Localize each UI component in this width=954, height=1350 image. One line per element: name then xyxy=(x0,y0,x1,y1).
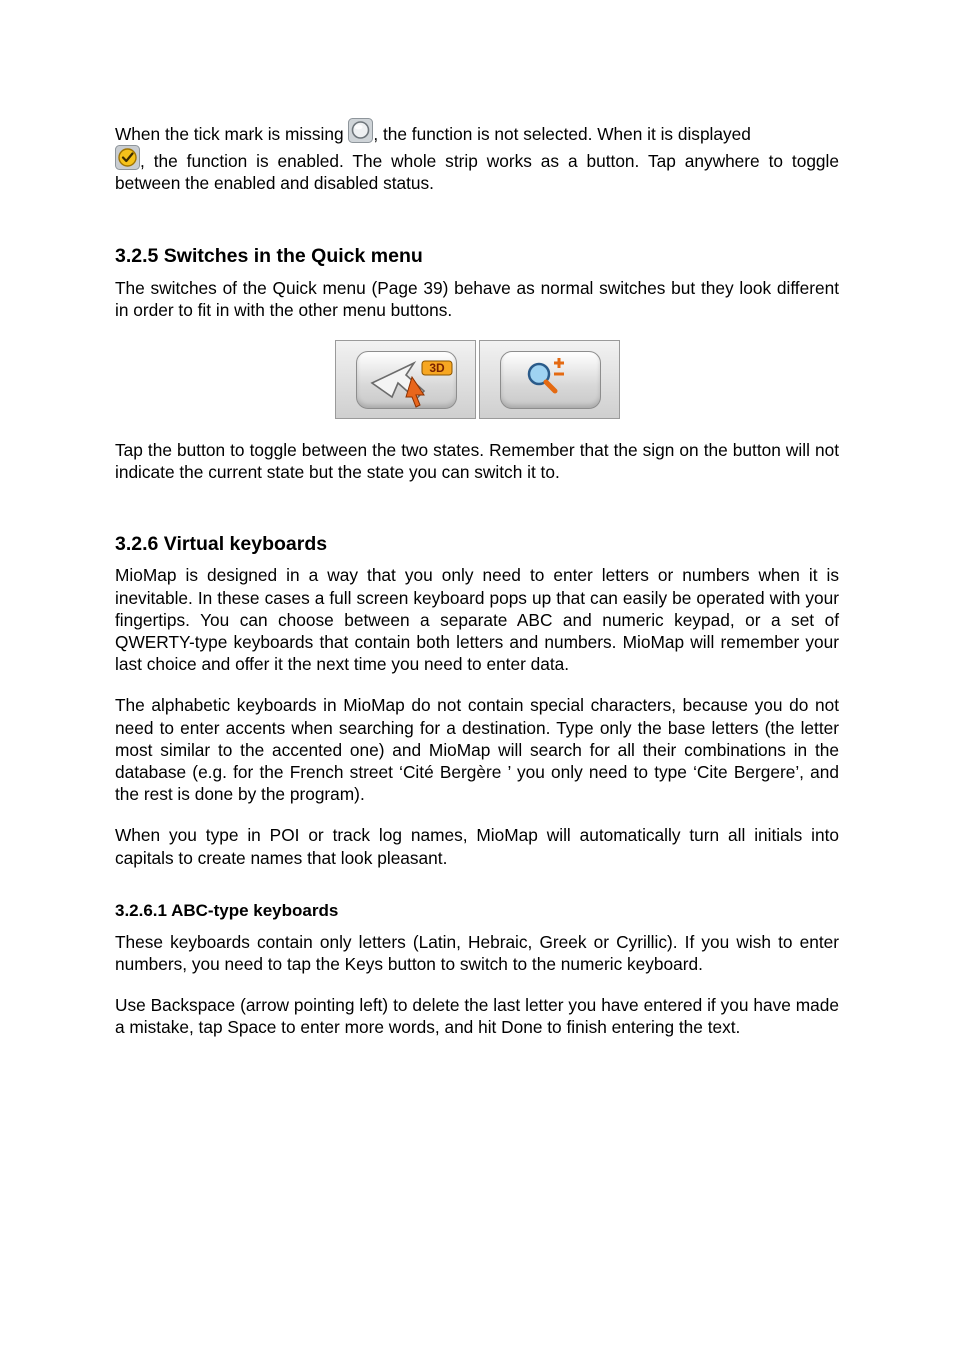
zoom-switch-button[interactable] xyxy=(479,340,620,419)
section-heading-3-2-6: 3.2.6 Virtual keyboards xyxy=(115,533,328,556)
abc-paragraph-1: These keyboards contain only letters (Latin, Hebraic, Greek or Cyrillic). If you wish to enter numbers, you need to tap the Keys button to switch to the numeric keyboard. xyxy=(115,931,839,975)
abc-paragraph-2: Use Backspace (arrow pointing left) to delete the last letter you have entered if you have made a mistake, tap Space to enter more words, and hit Done to finish entering the text. xyxy=(115,995,839,1038)
intro-paragraph xyxy=(115,118,839,195)
keyboards-paragraph-1: MioMap is designed in a way that you only need to enter letters or numbers when it is inevitable. In these cases a full screen keyboard pops up that can easily be operated with your fingertips. You can choose between a separate ABC and numeric keypad, or a set of QWERTY-type keyboards that contain both letters and numbers. MioMap will remember your last choice and offer it the next time you need to enter data. xyxy=(115,565,839,675)
document-page xyxy=(115,118,839,1039)
keyboards-paragraph-3: When you type in POI or track log names, MioMap will automatically turn all initials into capitals to create names that look pleasant. xyxy=(115,825,839,868)
intro-text-3: , the function is enabled. The whole strip works as a button. Tap anywhere to toggle between the enabled and disabled status. xyxy=(115,151,839,194)
quick-menu-paragraph: The switches of the Quick menu (Page 39) behave as normal switches but they look different in order to fit in with the other menu buttons. xyxy=(115,277,839,320)
ticked-circle-icon xyxy=(115,145,140,170)
unticked-circle-icon xyxy=(348,118,373,143)
intro-text-1: When the tick mark is missing xyxy=(115,124,349,144)
3d-badge: 3D xyxy=(428,361,445,376)
3d-view-cursor-icon xyxy=(336,341,477,420)
3d-view-switch-button[interactable] xyxy=(335,340,476,419)
auto-zoom-magnifier-icon xyxy=(480,341,621,420)
section-heading-3-2-6-1: 3.2.6.1 ABC-type keyboards xyxy=(115,900,339,920)
section-heading-3-2-5: 3.2.5 Switches in the Quick menu xyxy=(115,244,423,267)
quick-menu-switches xyxy=(115,340,839,419)
toggle-paragraph: Tap the button to toggle between the two states. Remember that the sign on the button will not indicate the current state but the state you can switch it to. xyxy=(115,440,839,483)
keyboards-paragraph-2: The alphabetic keyboards in MioMap do not contain special characters, because you do not need to enter accents when searching for a destination. Type only the base letters (the letter most similar to the accented one) and MioMap will search for all their combinations in the database (e.g. for the French street ‘Cité Bergère ’ you only need to type ‘Cite Bergere’, and the rest is done by the program). xyxy=(115,695,839,805)
intro-text-2: , the function is not selected. When it is displayed xyxy=(373,124,751,144)
